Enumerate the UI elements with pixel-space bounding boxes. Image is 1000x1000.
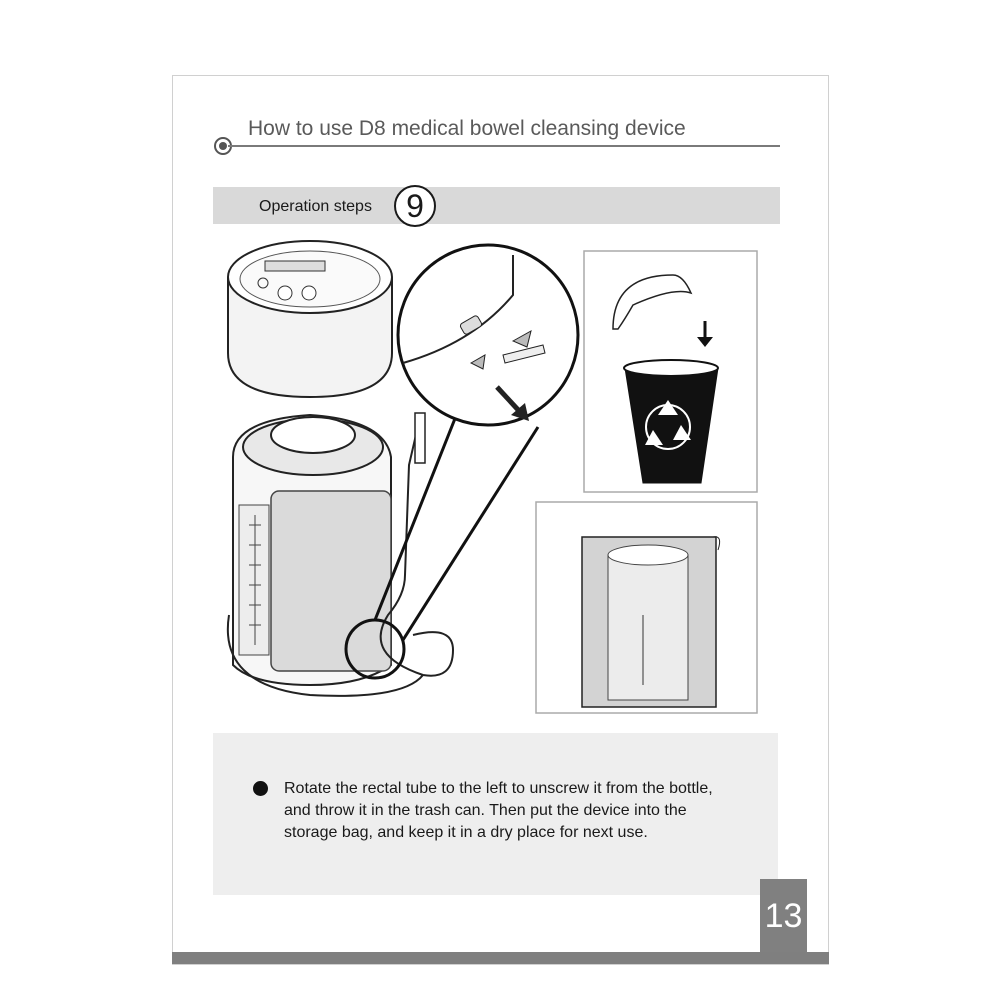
storage-bag-icon (582, 537, 720, 707)
step-number-badge: 9 (394, 185, 436, 227)
bullet-icon (253, 781, 268, 796)
title-underline (228, 145, 780, 147)
operation-illustration (213, 235, 780, 720)
operation-steps-label: Operation steps (259, 198, 372, 215)
footer-bar (172, 952, 829, 964)
instruction-text: Rotate the rectal tube to the left to unscrew it from the bottle, and throw it in the trash can. Then put the device into the storage bag, and keep it in a dry place for next use. (284, 780, 713, 841)
bottle-icon (233, 415, 391, 685)
device-lid-icon (228, 241, 392, 397)
page-number: 13 (760, 879, 807, 954)
page-title: How to use D8 medical bowel cleansing device (248, 117, 686, 140)
